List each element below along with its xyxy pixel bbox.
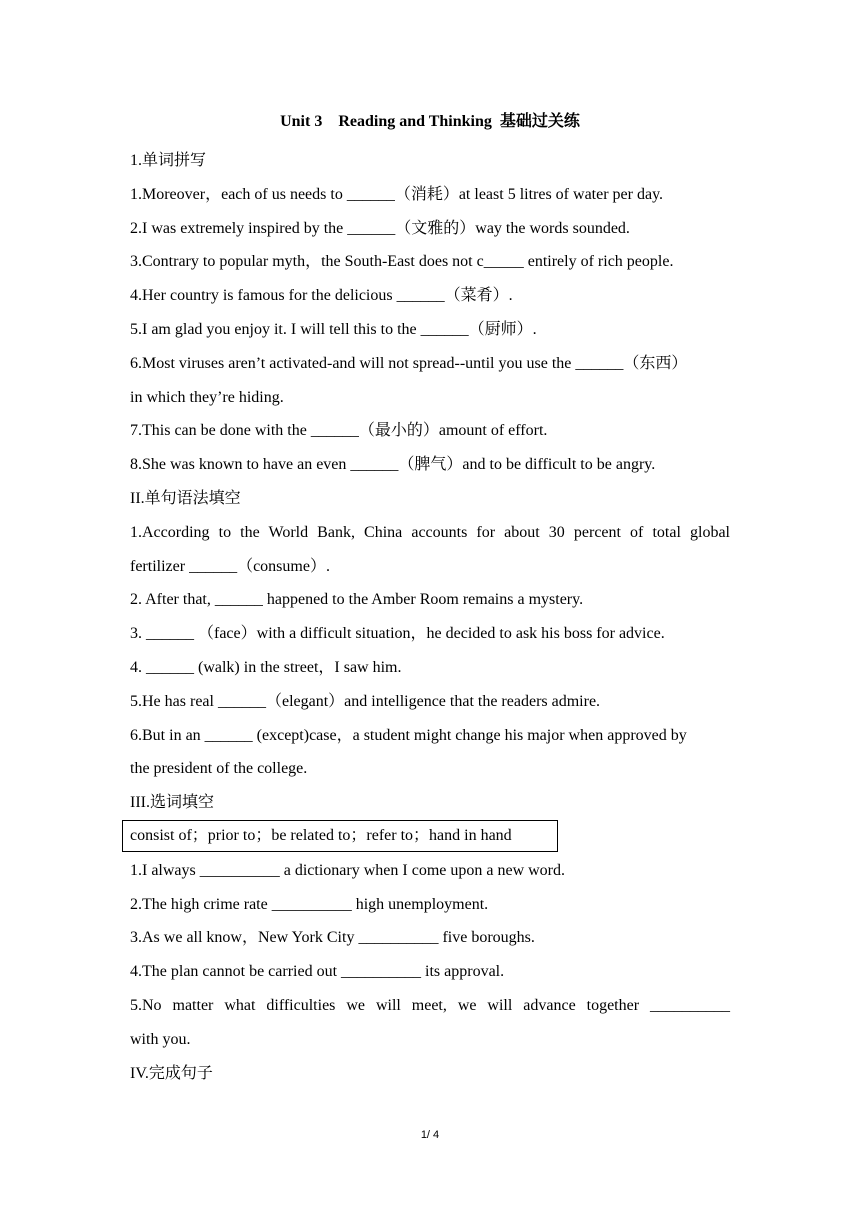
grammar-item-4: 4. ______ (walk) in the street，I saw him. <box>130 658 402 676</box>
spelling-item-2: 2.I was extremely inspired by the ______（文雅的）way the words sounded. <box>130 219 630 237</box>
word-choice-item-4: 4.The plan cannot be carried out __________ its approval. <box>130 963 505 981</box>
section-heading-word-choice: III.选词填空 <box>130 794 214 812</box>
word-box: consist of；prior to；be related to；refer to；hand in hand <box>122 820 558 852</box>
word-choice-item-2: 2.The high crime rate __________ high unemployment. <box>130 895 489 913</box>
spelling-item-6-line-2: in which they’re hiding. <box>130 388 284 406</box>
spelling-item-7: 7.This can be done with the ______（最小的）amount of effort. <box>130 422 548 440</box>
grammar-item-6-line-1: 6.But in an ______ (except)case，a student might change his major when approved by <box>130 726 687 744</box>
section-heading-grammar: II.单句语法填空 <box>130 489 241 507</box>
word-choice-item-5-line-2: with you. <box>130 1030 191 1048</box>
word-choice-item-5-line-1: 5.No matter what difficulties we will meet, we will advance together __________ <box>130 996 730 1014</box>
word-choice-item-1: 1.I always __________ a dictionary when I come upon a new word. <box>130 861 565 879</box>
grammar-item-3: 3. ______ （face）with a difficult situation，he decided to ask his boss for advice. <box>130 625 665 643</box>
spelling-item-8: 8.She was known to have an even ______（脾气）and to be difficult to be angry. <box>130 456 656 474</box>
grammar-item-1-line-2: fertilizer ______（consume）. <box>130 557 330 575</box>
grammar-item-6-line-2: the president of the college. <box>130 760 308 778</box>
spelling-item-5: 5.I am glad you enjoy it. I will tell this to the ______（厨师）. <box>130 320 537 338</box>
page-title: Unit 3 Reading and Thinking 基础过关练 <box>280 113 580 130</box>
section-heading-spelling: 1.单词拼写 <box>130 152 207 169</box>
spelling-item-4: 4.Her country is famous for the delicious ______（菜肴）. <box>130 287 513 305</box>
page-number: 1/ 4 <box>420 1129 440 1141</box>
spelling-item-6-line-1: 6.Most viruses aren’t activated-and will not spread--until you use the ______（东西） <box>130 354 688 372</box>
grammar-item-2: 2. After that, ______ happened to the Amber Room remains a mystery. <box>130 591 584 609</box>
grammar-item-1-line-1: 1.According to the World Bank, China accounts for about 30 percent of total global <box>130 523 730 541</box>
section-heading-sentence-completion: IV.完成句子 <box>130 1064 213 1082</box>
word-choice-item-3: 3.As we all know，New York City __________ five boroughs. <box>130 929 535 947</box>
grammar-item-5: 5.He has real ______（elegant）and intelligence that the readers admire. <box>130 692 601 710</box>
spelling-item-1: 1.Moreover，each of us needs to ______（消耗）at least 5 litres of water per day. <box>130 185 664 203</box>
spelling-item-3: 3.Contrary to popular myth，the South-East does not c_____ entirely of rich people. <box>130 253 674 271</box>
word-box-row <box>130 820 730 854</box>
worksheet-body <box>130 144 730 1090</box>
